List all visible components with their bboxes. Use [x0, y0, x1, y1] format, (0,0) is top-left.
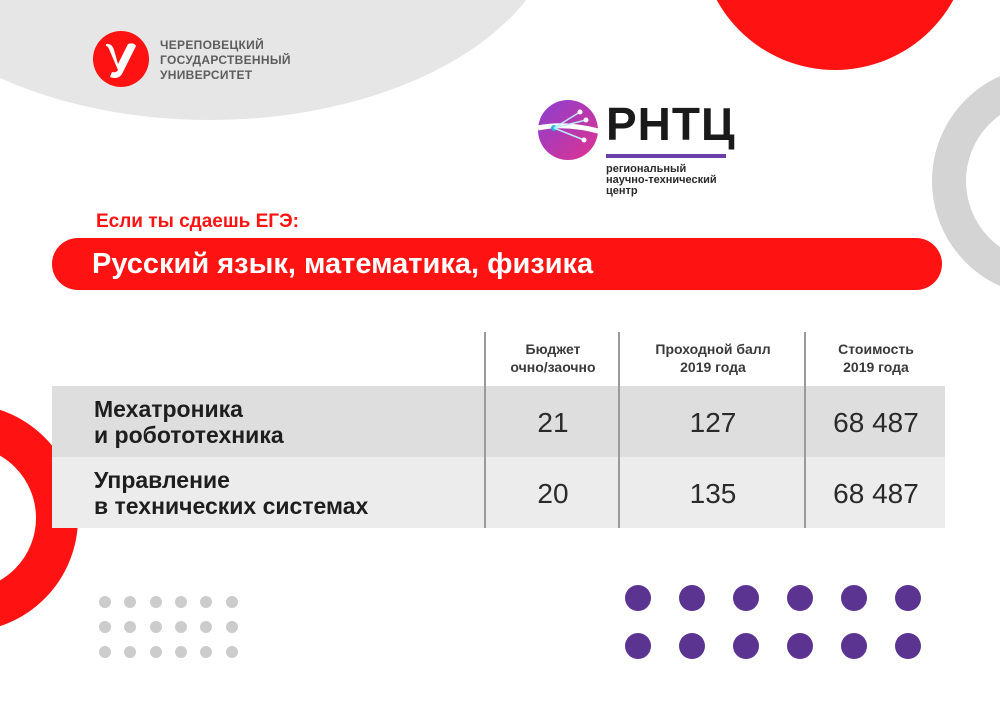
decor-dot [150, 621, 162, 633]
table-divider [804, 332, 806, 528]
university-name-line: ЧЕРЕПОВЕЦКИЙ [160, 38, 265, 52]
decor-dot [787, 633, 813, 659]
decor-dot [99, 596, 111, 608]
exam-heading: Если ты сдаешь ЕГЭ: [96, 211, 299, 232]
decor-dot [99, 621, 111, 633]
decor-dot [124, 621, 136, 633]
decor-dot [226, 646, 238, 658]
cost-cell: 68 487 [833, 478, 919, 509]
decor-dot [175, 596, 187, 608]
decor-dot [175, 621, 187, 633]
university-name-line: УНИВЕРСИТЕТ [160, 68, 253, 82]
program-name-line: и робототехника [94, 422, 284, 448]
decor-dot [200, 646, 212, 658]
decor-dot [150, 596, 162, 608]
decor-dot [895, 633, 921, 659]
header-line: 2019 года [843, 359, 909, 375]
exam-subjects-banner: Русский язык, математика, физика [52, 238, 942, 290]
cost-cell: 68 487 [833, 407, 919, 438]
rntc-full-name [606, 164, 717, 197]
decor-dot [226, 596, 238, 608]
program-name [94, 396, 284, 448]
header-cost [806, 340, 946, 376]
decor-dot [679, 585, 705, 611]
budget-cell: 20 [537, 478, 569, 509]
program-name-line: в технических системах [94, 493, 369, 519]
decor-gray-ring [932, 66, 1000, 296]
decor-dot [625, 633, 651, 659]
rntc-name-line: центр [606, 185, 638, 197]
header-line: 2019 года [680, 359, 746, 375]
score-cell: 135 [689, 478, 737, 509]
program-name [94, 467, 368, 519]
table-row [52, 457, 945, 528]
rntc-logo-icon [536, 98, 604, 162]
decor-dot [200, 596, 212, 608]
university-name [160, 38, 291, 83]
decor-dot [733, 585, 759, 611]
university-name-line: ГОСУДАРСТВЕННЫЙ [160, 53, 291, 67]
header-line: Стоимость [838, 341, 914, 357]
decor-dot [200, 621, 212, 633]
rntc-abbreviation: РНТЦ [606, 98, 736, 150]
decor-dot [679, 633, 705, 659]
decor-dot [841, 585, 867, 611]
score-cell: 127 [689, 407, 737, 438]
decor-dot [841, 633, 867, 659]
decor-dot [124, 646, 136, 658]
budget-cell: 21 [537, 407, 569, 438]
table-divider [484, 332, 486, 528]
table-row [52, 386, 945, 457]
decor-dot [124, 596, 136, 608]
header-line: очно/заочно [510, 359, 596, 375]
header-line: Бюджет [525, 341, 581, 357]
rntc-underline [606, 154, 726, 158]
header-passing-score [620, 340, 806, 376]
decor-dot [895, 585, 921, 611]
decor-dot [150, 646, 162, 658]
rntc-name-line: научно-технический [606, 174, 717, 186]
table-divider [618, 332, 620, 528]
decor-dot [787, 585, 813, 611]
rntc-name-line: региональный [606, 163, 687, 175]
header-line: Проходной балл [655, 341, 771, 357]
decor-dot [226, 621, 238, 633]
decor-dot [625, 585, 651, 611]
header-budget [486, 340, 620, 376]
decor-dot [175, 646, 187, 658]
program-name-line: Мехатроника [94, 396, 243, 422]
decor-red-circle [700, 0, 970, 70]
program-name-line: Управление [94, 467, 230, 493]
decor-dot [99, 646, 111, 658]
university-logo-icon [92, 30, 150, 88]
decor-dot [733, 633, 759, 659]
